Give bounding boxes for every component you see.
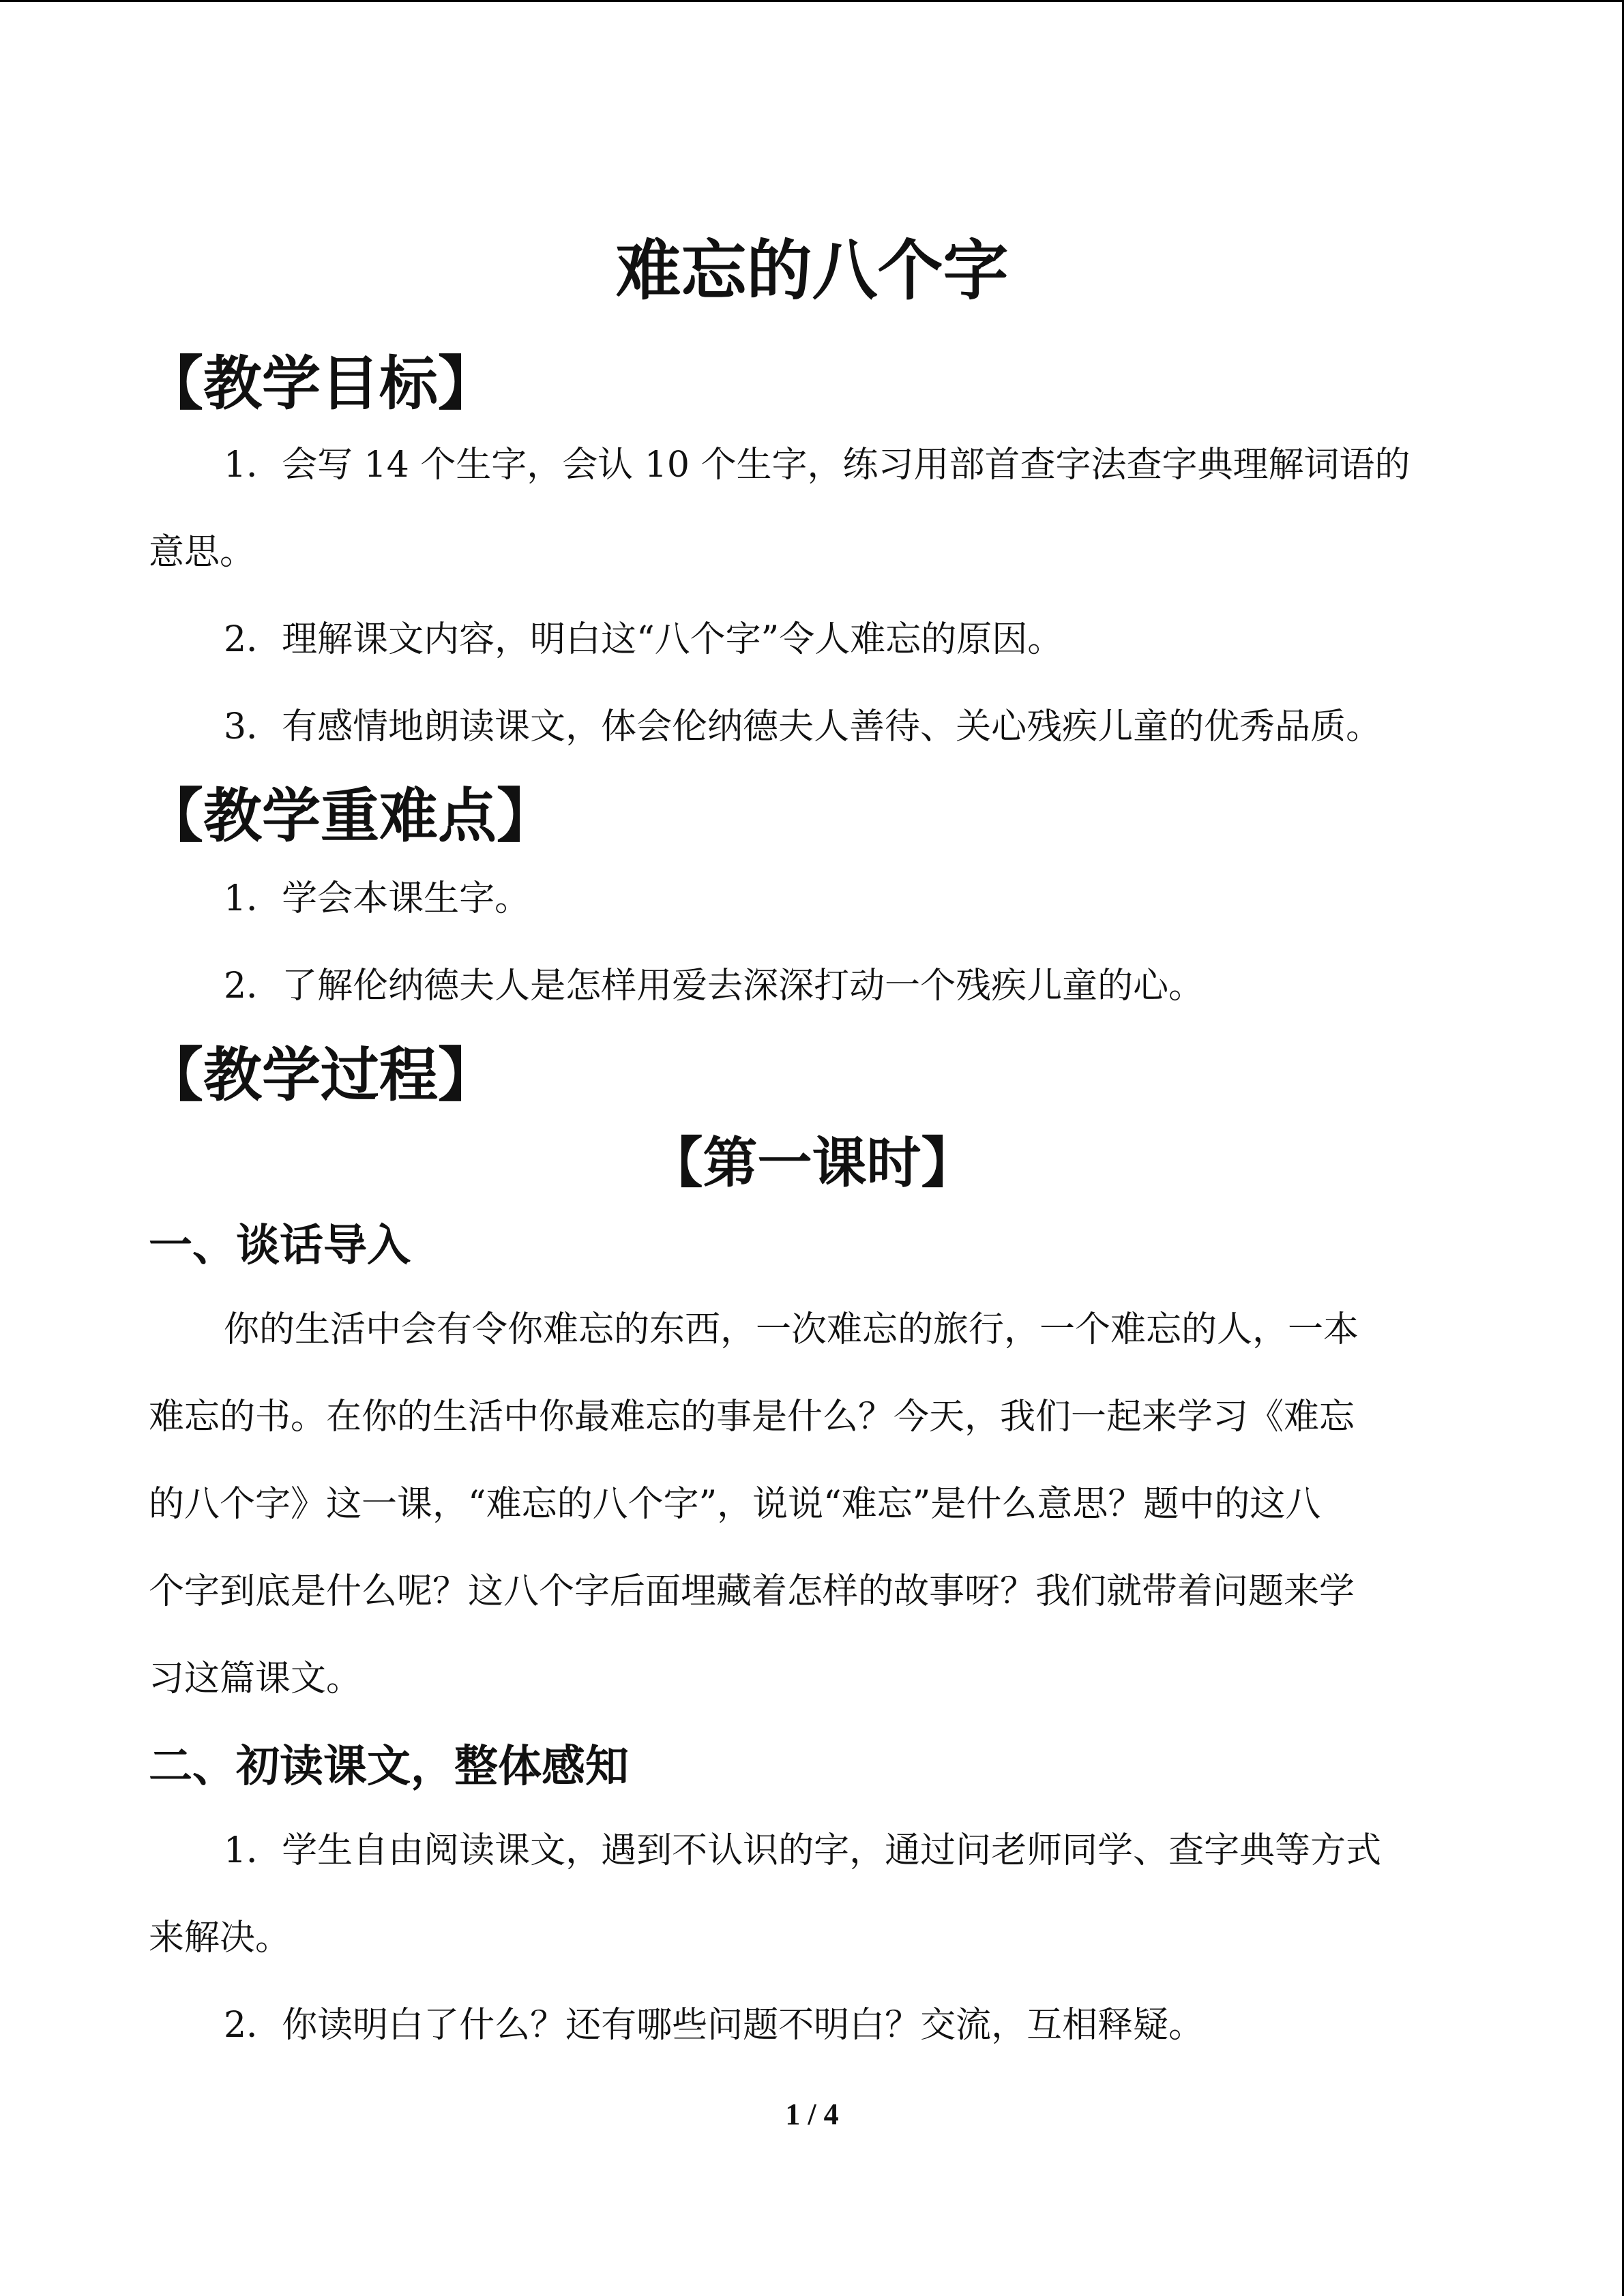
step1-line-3: 的八个字》这一课，“难忘的八个字”，说说“难忘”是什么意思？题中的这八 (149, 1484, 1321, 1525)
key-points-heading: 【教学重难点】 (145, 782, 555, 850)
key-point-1: 1．学会本课生字。 (224, 878, 531, 919)
step1-line-4: 个字到底是什么呢？这八个字后面埋藏着怎样的故事呀？我们就带着问题来学 (149, 1571, 1355, 1612)
step1-line-5: 习这篇课文。 (149, 1658, 362, 1699)
step2-line-1: 1．学生自由阅读课文，遇到不认识的字，通过问老师同学、查字典等方式 (224, 1830, 1382, 1871)
goals-heading: 【教学目标】 (145, 350, 497, 418)
goals-line-2: 意思。 (149, 532, 256, 573)
step2-line-3: 2．你读明白了什么？还有哪些问题不明白？交流，互相释疑。 (224, 2005, 1205, 2046)
step1-line-2: 难忘的书。在你的生活中你最难忘的事是什么？今天，我们一起来学习《难忘 (149, 1397, 1355, 1437)
step2-heading: 二、初读课文，整体感知 (149, 1742, 629, 1792)
page-number: 1 / 4 (785, 2098, 839, 2131)
process-heading: 【教学过程】 (145, 1041, 497, 1109)
step1-line-1: 你的生活中会有令你难忘的东西，一次难忘的旅行，一个难忘的人，一本 (224, 1309, 1359, 1350)
goals-line-3: 2．理解课文内容，明白这“八个字”令人难忘的原因。 (224, 619, 1063, 660)
key-point-2: 2．了解伦纳德夫人是怎样用爱去深深打动一个残疾儿童的心。 (224, 966, 1205, 1007)
lesson-heading: 【第一课时】 (648, 1131, 976, 1195)
goals-line-1: 1．会写 14 个生字，会认 10 个生字，练习用部首查字法查字典理解词语的 (224, 445, 1411, 486)
step2-line-2: 来解决。 (149, 1918, 291, 1958)
goals-line-4: 3．有感情地朗读课文，体会伦纳德夫人善待、关心残疾儿童的优秀品质。 (224, 706, 1382, 747)
step1-heading: 一、谈话导入 (149, 1221, 411, 1271)
document-title: 难忘的八个字 (615, 233, 1009, 309)
